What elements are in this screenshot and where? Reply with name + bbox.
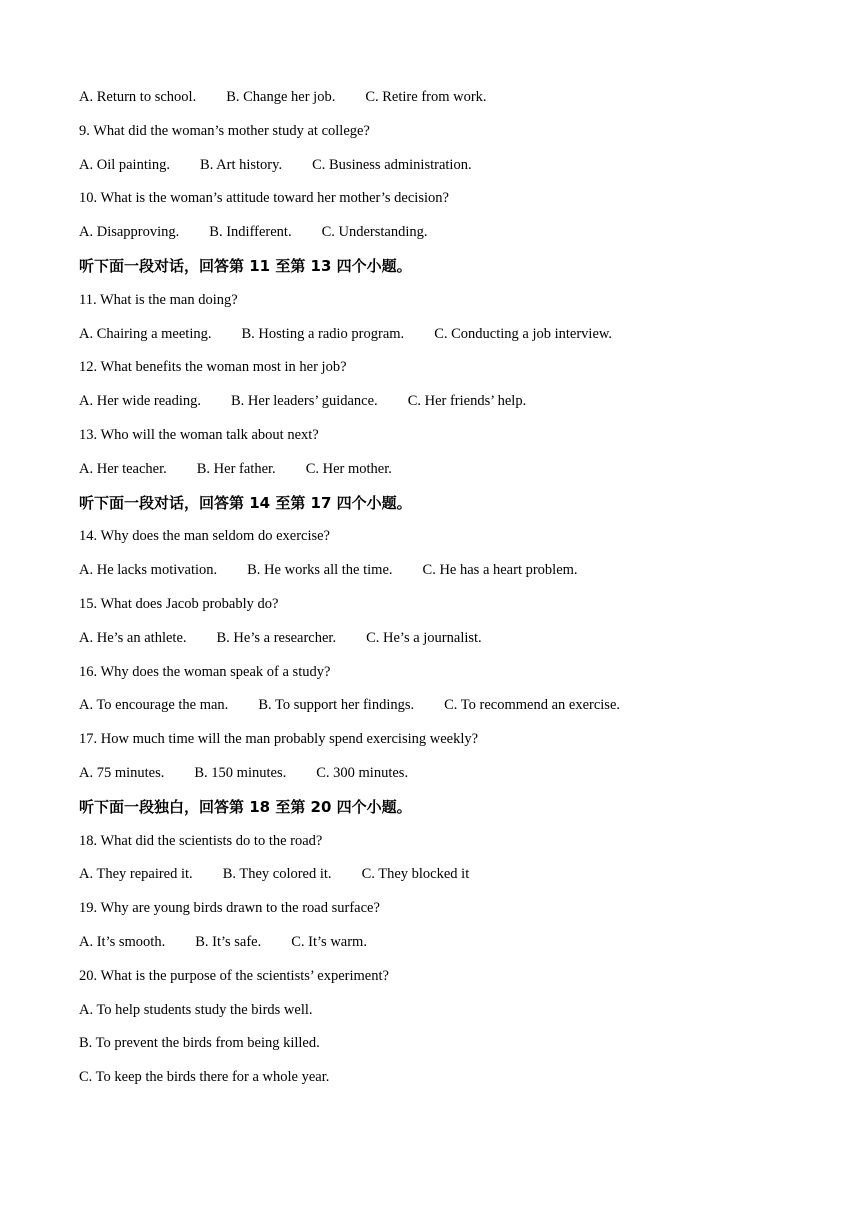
answer-option: C. Her mother. — [305, 461, 392, 477]
question-text: 15. What does Jacob probably do? — [79, 596, 279, 612]
answer-option: C. Retire from work. — [365, 89, 487, 105]
question-text: 16. Why does the woman speak of a study? — [79, 664, 331, 680]
answer-option: B. He works all the time. — [247, 562, 393, 578]
answer-option: C. To recommend an exercise. — [444, 697, 621, 713]
section-heading: 听下面一段独白，回答第 18 至第 20 四个小题。 — [79, 798, 412, 816]
answer-options — [79, 864, 469, 884]
answer-options — [79, 459, 392, 479]
answer-option: C. It’s warm. — [291, 934, 367, 950]
question-text: 12. What benefits the woman most in her job? — [79, 359, 347, 375]
answer-option: A. He’s an athlete. — [79, 630, 187, 646]
answer-option: C. Understanding. — [321, 224, 428, 240]
answer-option: C. Business administration. — [312, 157, 472, 173]
question-text: 18. What did the scientists do to the road? — [79, 833, 323, 849]
question-text: 17. How much time will the man probably spend exercising weekly? — [79, 731, 479, 747]
answer-option: A. Her teacher. — [79, 461, 167, 477]
answer-options — [79, 932, 367, 952]
answer-options — [79, 155, 472, 175]
answer-option: B. They colored it. — [222, 866, 332, 882]
answer-option: A. Return to school. — [79, 89, 197, 105]
answer-option: B. Art history. — [200, 157, 283, 173]
answer-option: A. Disapproving. — [79, 224, 180, 240]
section-heading: 听下面一段对话，回答第 14 至第 17 四个小题。 — [79, 494, 412, 512]
answer-option: B. Her leaders’ guidance. — [231, 393, 378, 409]
answer-options — [79, 763, 408, 783]
question-text: 19. Why are young birds drawn to the road surface? — [79, 900, 380, 916]
answer-option: C. To keep the birds there for a whole year. — [79, 1069, 330, 1085]
answer-option: B. Hosting a radio program. — [241, 326, 405, 342]
answer-options — [79, 391, 526, 411]
question-text: 9. What did the woman’s mother study at college? — [79, 123, 370, 139]
answer-option: B. Her father. — [196, 461, 276, 477]
answer-options — [79, 628, 482, 648]
answer-option: A. Oil painting. — [79, 157, 171, 173]
answer-options — [79, 87, 487, 107]
answer-option: B. To support her findings. — [258, 697, 415, 713]
answer-option: A. It’s smooth. — [79, 934, 166, 950]
question-text: 10. What is the woman’s attitude toward her mother’s decision? — [79, 190, 449, 206]
question-text: 11. What is the man doing? — [79, 292, 238, 308]
answer-option: C. He’s a journalist. — [366, 630, 482, 646]
answer-option: B. 150 minutes. — [194, 765, 287, 781]
answer-option: A. Chairing a meeting. — [79, 326, 212, 342]
answer-options — [79, 695, 620, 715]
answer-option: A. 75 minutes. — [79, 765, 165, 781]
answer-options — [79, 324, 612, 344]
question-text: 13. Who will the woman talk about next? — [79, 427, 319, 443]
answer-option: A. To encourage the man. — [79, 697, 229, 713]
answer-option: B. Change her job. — [226, 89, 336, 105]
answer-option: B. It’s safe. — [195, 934, 262, 950]
answer-option: B. He’s a researcher. — [216, 630, 337, 646]
question-text: 14. Why does the man seldom do exercise? — [79, 528, 330, 544]
answer-option: A. Her wide reading. — [79, 393, 201, 409]
question-text: 20. What is the purpose of the scientists’ experiment? — [79, 968, 389, 984]
answer-options — [79, 560, 578, 580]
answer-option: B. Indifferent. — [209, 224, 292, 240]
answer-options — [79, 222, 428, 242]
section-heading: 听下面一段对话，回答第 11 至第 13 四个小题。 — [79, 257, 412, 275]
answer-option: A. To help students study the birds well. — [79, 1002, 313, 1018]
answer-option: A. He lacks motivation. — [79, 562, 218, 578]
answer-option: C. Her friends’ help. — [407, 393, 527, 409]
answer-option: C. They blocked it — [361, 866, 470, 882]
answer-option: C. 300 minutes. — [316, 765, 409, 781]
answer-option: C. Conducting a job interview. — [434, 326, 613, 342]
answer-option: A. They repaired it. — [79, 866, 193, 882]
answer-option: C. He has a heart problem. — [422, 562, 578, 578]
answer-option: B. To prevent the birds from being killed. — [79, 1035, 320, 1051]
